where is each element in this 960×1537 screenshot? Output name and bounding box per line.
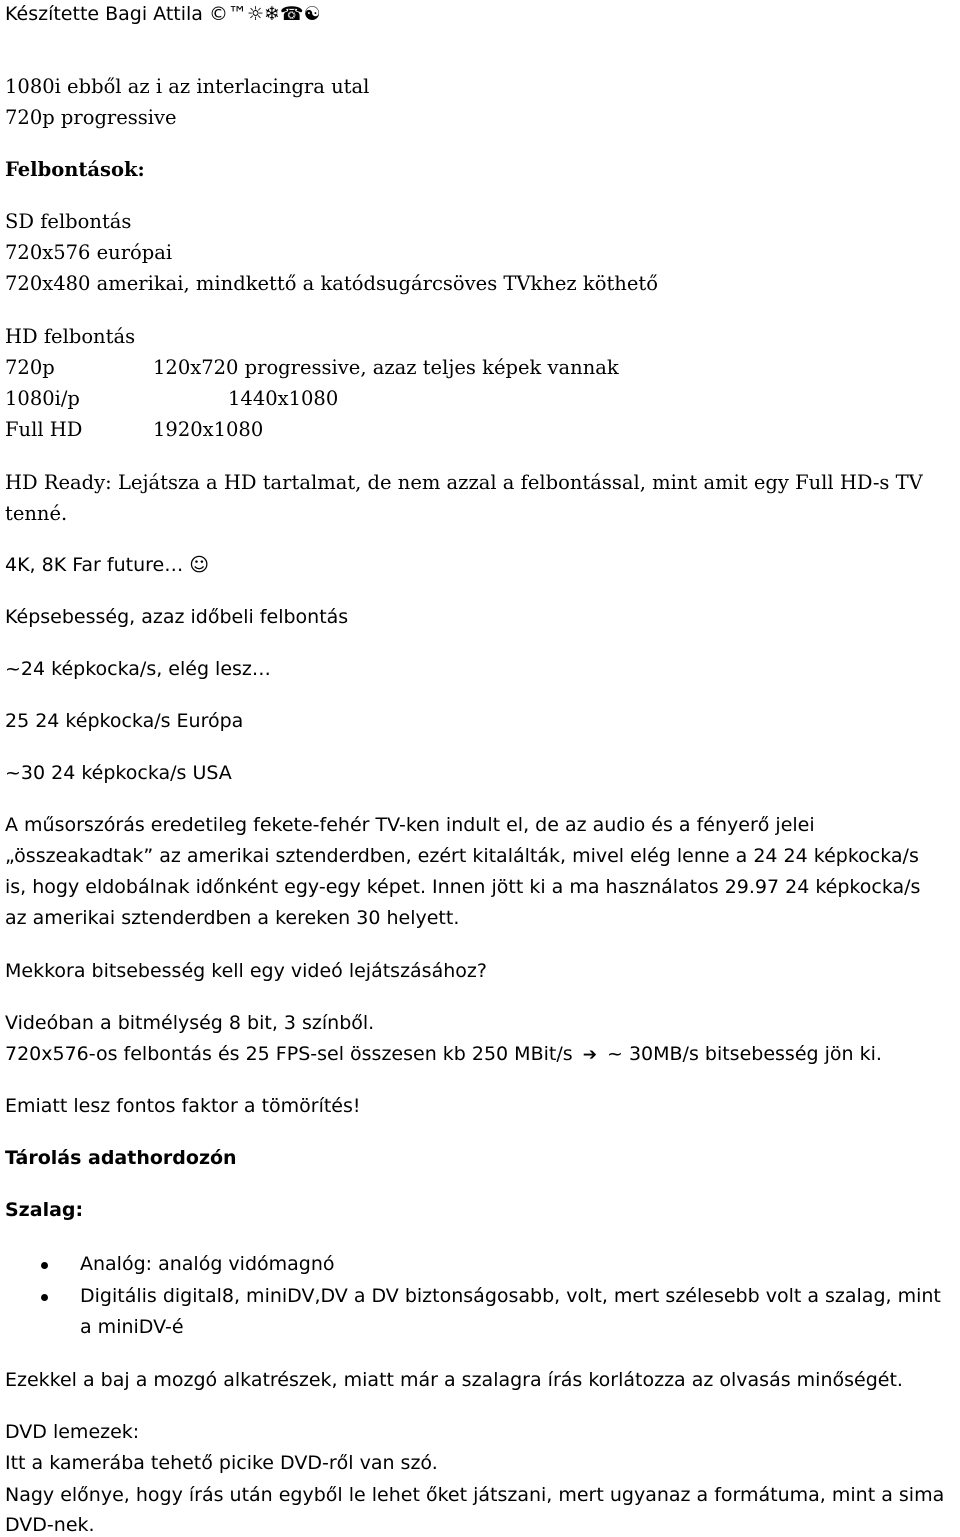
section-heading: Szalag: xyxy=(5,1199,84,1221)
resolution-label: 720p xyxy=(5,356,55,379)
bitrate-calc-line xyxy=(5,1045,882,1064)
paragraph-line: is, hogy eldobálnak időnként egy-egy képet. Innen jött ki a ma használatos 29.97 24 képkocka/s xyxy=(5,876,921,898)
paragraph-line: „összeakadtak” az amerikai sztenderdben, ezért kitalálták, mivel elég lenne a 24 24 képkocka/s xyxy=(5,845,919,867)
text-line: ~30 24 képkocka/s USA xyxy=(5,762,232,784)
text-line: Videóban a bitmélység 8 bit, 3 színből. xyxy=(5,1012,375,1034)
bitrate-calc-right: ~ 30MB/s bitsebesség jön ki. xyxy=(606,1043,882,1065)
resolution-label: Full HD xyxy=(5,418,83,441)
text-line: 720p progressive xyxy=(5,106,177,129)
text-line: 25 24 képkocka/s Európa xyxy=(5,710,244,732)
resolution-label: 1080i/p xyxy=(5,387,80,410)
paragraph-line: az amerikai sztenderdben a kereken 30 helyett. xyxy=(5,907,460,929)
text-line: Emiatt lesz fontos faktor a tömörítés! xyxy=(5,1095,361,1117)
text-line: Itt a kamerába tehető picike DVD-ről van szó. xyxy=(5,1452,438,1474)
list-item: Analóg: analóg vidómagnó xyxy=(80,1253,335,1275)
page-header xyxy=(0,0,960,28)
resolution-value: 120x720 progressive, azaz teljes képek vannak xyxy=(153,356,619,379)
list-item: Digitális digital8, miniDV,DV a DV biztonságosabb, volt, mert szélesebb volt a szalag, mint xyxy=(80,1285,941,1307)
text-line: SD felbontás xyxy=(5,210,132,233)
text-line: Nagy előnye, hogy írás után egyből le lehet őket játszani, mert ugyanaz a formátuma, mint a sima xyxy=(5,1484,945,1506)
bullet-icon xyxy=(41,1294,48,1301)
text-line: Képsebesség, azaz időbeli felbontás xyxy=(5,606,349,628)
text-line: DVD-nek. xyxy=(5,1514,95,1536)
text-line: Mekkora bitsebesség kell egy videó lejátszásához? xyxy=(5,960,487,982)
section-heading: Tárolás adathordozón xyxy=(5,1147,237,1169)
text-line: tenné. xyxy=(5,502,68,525)
text-line: 4K, 8K Far future… ☺ xyxy=(5,554,210,576)
author-header: Készítette Bagi Attila ©™☼❄☎☯ xyxy=(5,3,321,25)
list-item-continuation: a miniDV-é xyxy=(80,1316,184,1338)
text-line: ~24 képkocka/s, elég lesz… xyxy=(5,658,271,680)
text-line: 720x480 amerikai, mindkettő a katódsugárcsöves TVkhez köthető xyxy=(5,272,658,295)
text-line: HD Ready: Lejátsza a HD tartalmat, de nem azzal a felbontással, mint amit egy Full HD-s TV xyxy=(5,471,923,494)
bitrate-calc-left: 720x576-os felbontás és 25 FPS-sel összesen kb 250 MBit/s xyxy=(5,1043,573,1065)
text-line: DVD lemezek: xyxy=(5,1421,140,1443)
text-line: 1080i ebből az i az interlacingra utal xyxy=(5,75,370,98)
section-heading: Felbontások: xyxy=(5,158,145,181)
text-line: HD felbontás xyxy=(5,325,136,348)
text-line: Ezekkel a baj a mozgó alkatrészek, miatt már a szalagra írás korlátozza az olvasás minőségét. xyxy=(5,1369,903,1391)
bullet-icon xyxy=(41,1262,48,1269)
resolution-value: 1440x1080 xyxy=(228,387,339,410)
arrow-right-icon: ➔ xyxy=(582,1045,597,1065)
resolution-value: 1920x1080 xyxy=(153,418,264,441)
text-line: 720x576 európai xyxy=(5,241,173,264)
paragraph-line: A műsorszórás eredetileg fekete-fehér TV-ken indult el, de az audio és a fényerő jelei xyxy=(5,814,815,836)
